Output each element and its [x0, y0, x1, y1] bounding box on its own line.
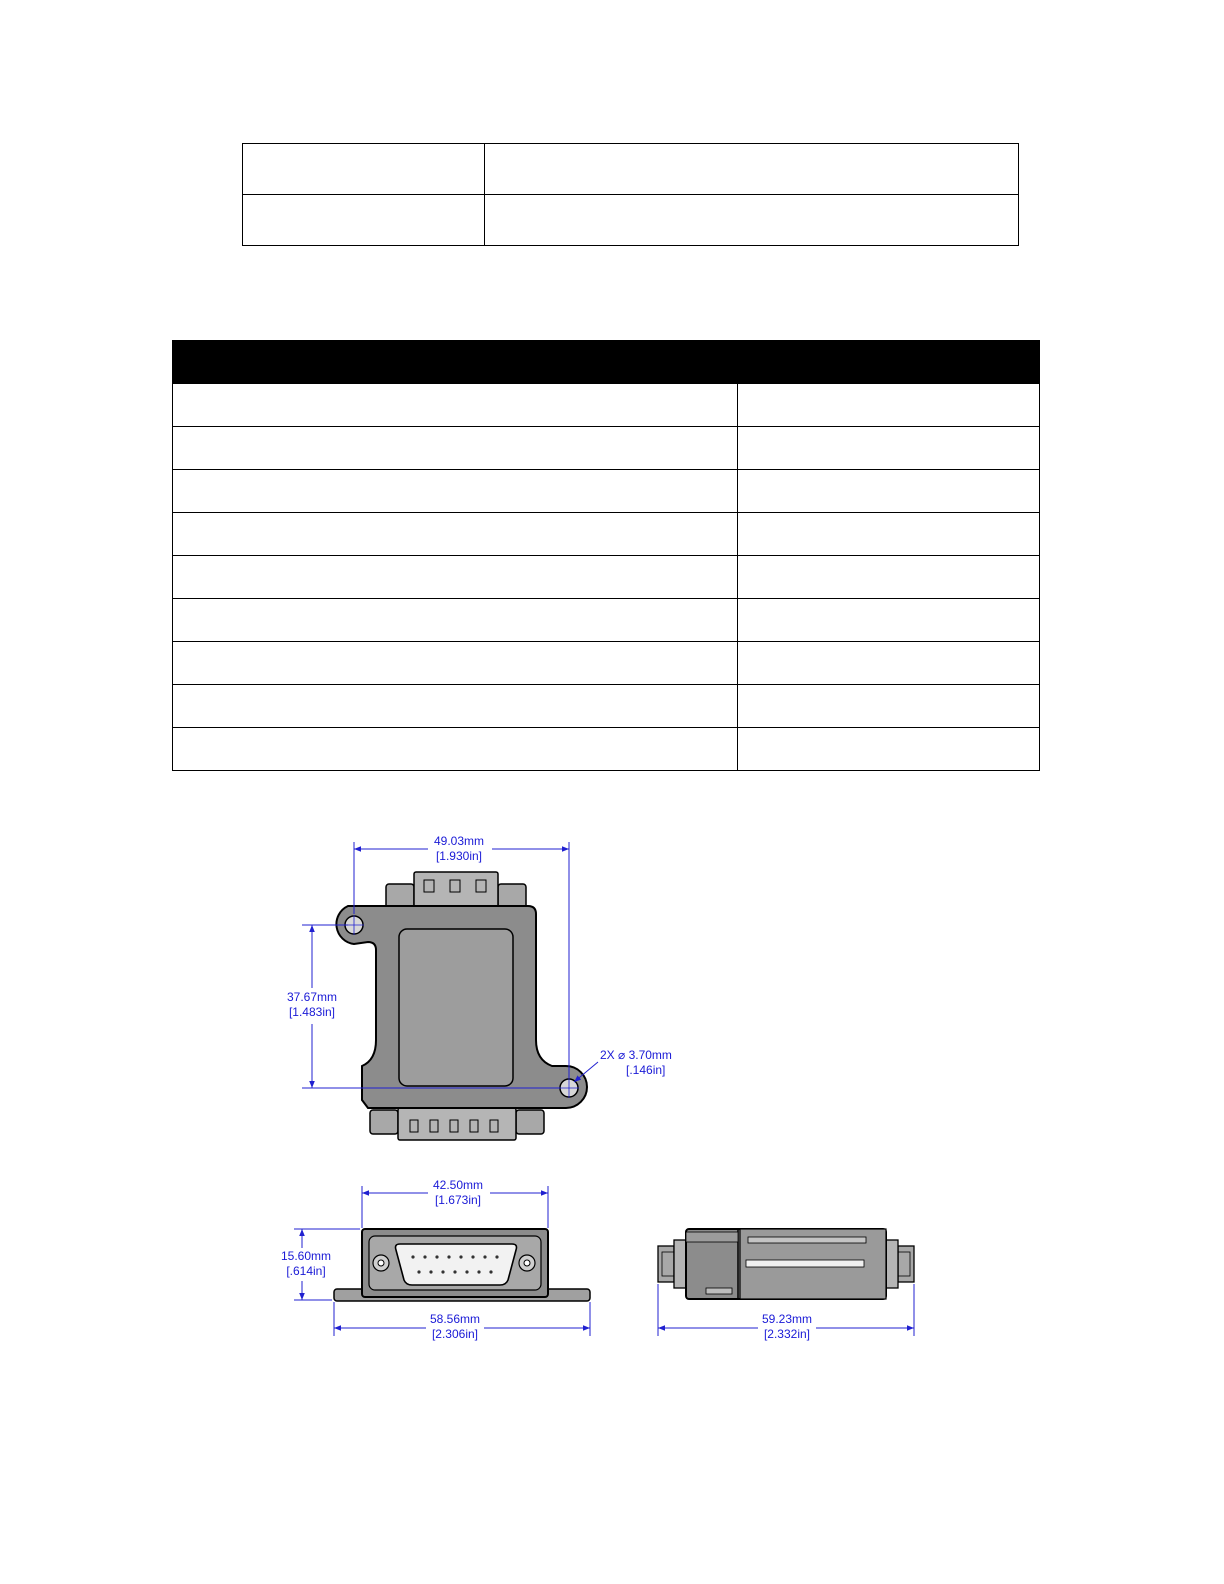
screw-icon [519, 1255, 535, 1271]
dimension-label: 59.23mm [761, 1312, 813, 1326]
dimension-label: [.614in] [286, 1264, 326, 1278]
dimension-label: 15.60mm [280, 1249, 332, 1263]
dimension-label: [2.306in] [431, 1327, 479, 1341]
dimension-label: [1.483in] [288, 1005, 336, 1019]
dimension-label: 58.56mm [429, 1312, 481, 1326]
connector-screw-right [886, 1240, 914, 1288]
dimension-label: [2.332in] [763, 1327, 811, 1341]
screw-icon [373, 1255, 389, 1271]
front-view [281, 1178, 590, 1341]
db-connector-top [386, 872, 526, 910]
dimension-label: [.146in] [626, 1063, 666, 1077]
db15-connector-icon [396, 1244, 517, 1285]
dimension-label: [1.930in] [435, 849, 483, 863]
side-view [658, 1229, 914, 1341]
top-view [287, 834, 672, 1140]
connector-screw-left [658, 1240, 686, 1288]
db-connector-bottom [370, 1108, 544, 1140]
dimension-label: [1.673in] [434, 1193, 482, 1207]
dimension-label: 42.50mm [432, 1178, 484, 1192]
dimension-label: 37.67mm [286, 990, 338, 1004]
dimension-label: 49.03mm [433, 834, 485, 848]
label-area [399, 929, 513, 1086]
dimension-label: 2X ⌀ 3.70mm [600, 1048, 672, 1062]
